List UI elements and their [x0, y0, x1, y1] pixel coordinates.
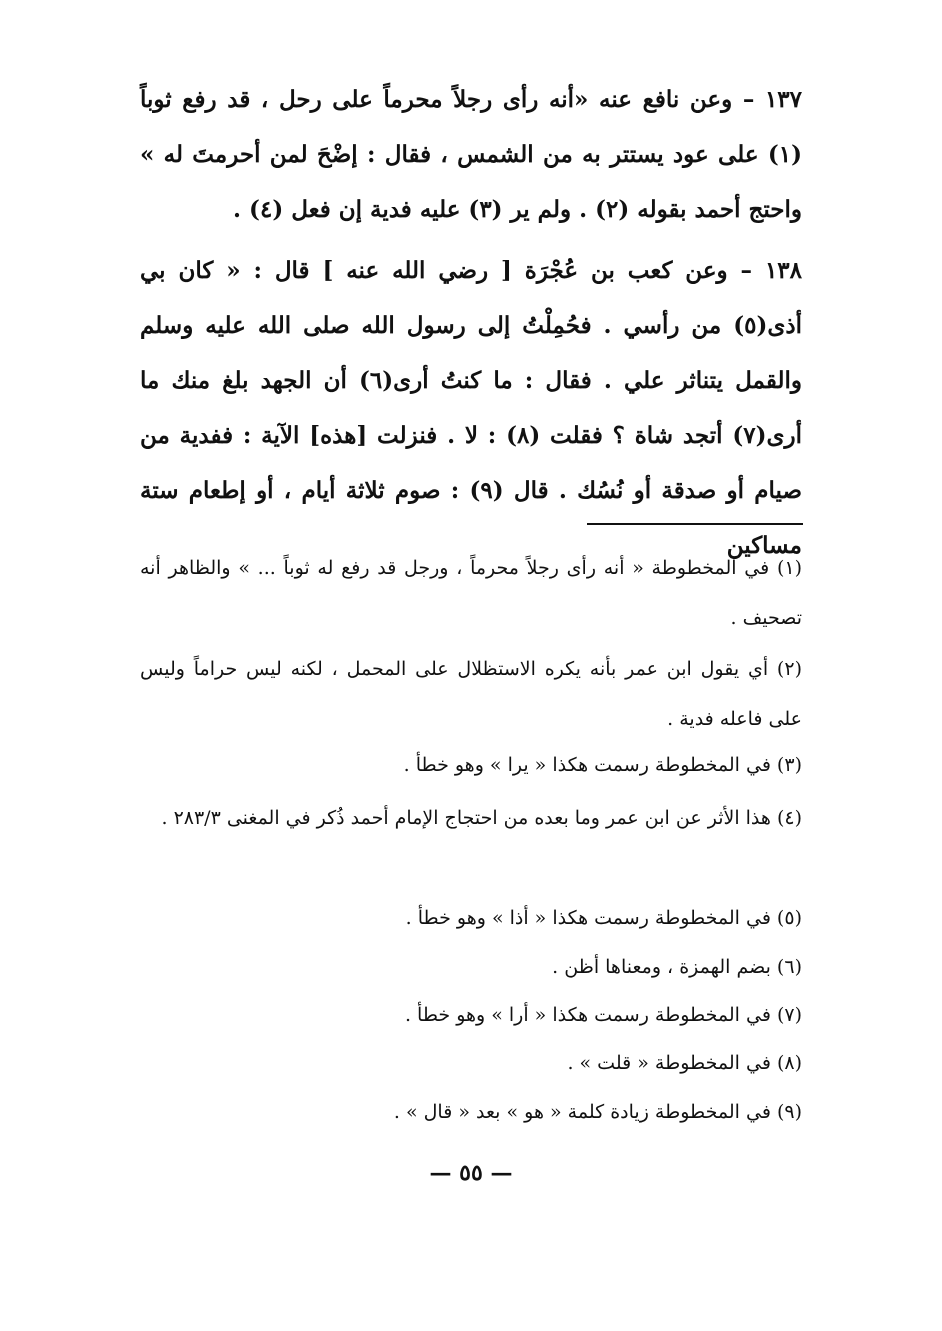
page-number: — ٥٥ —: [429, 1160, 513, 1186]
hadith-paragraph-138: ١٣٨ – وعن كعب بن عُجْرَة [ رضي الله عنه ] قال : « كان بي أذى(٥) من رأسي . فحُمِلْتُ إلى رسول الله صلى الله عليه وسلم والقمل يتناثر علي . فقال : ما كنتُ أرى(٦) أن الجهد بلغ منك ما أرى(٧) أتجد شاة ؟ فقلت (٨) : لا . فنزلت [هذه] الآية : ففدية من صيام أو صدقة أو نُسُك . قال (٩) : صوم ثلاثة أيام ، أو إطعام ستة مساكين: [140, 257, 802, 559]
footnote-8: (٨) في المخطوطة « قلت » .: [567, 1052, 802, 1074]
footnote-1: (١) في المخطوطة « أنه رأى رجلاً محرماً ، ورجل قد رفع له ثوباً ... » والظاهر أنه تصحيف .: [140, 557, 802, 629]
footnote-5: (٥) في المخطوطة رسمت هكذا « أذا » وهو خطأ .: [405, 907, 802, 929]
footnote-4: (٤) هذا الأثر عن ابن عمر وما بعده من احتجاج الإمام أحمد ذُكر في المغنى ٢٨٣/٣ .: [161, 807, 802, 829]
footnote-7: (٧) في المخطوطة رسمت هكذا « أرا » وهو خطأ .: [404, 1004, 802, 1026]
footnote-3: (٣) في المخطوطة رسمت هكذا « يرا » وهو خطأ .: [403, 754, 802, 776]
footnote-6: (٦) بضم الهمزة ، ومعناها أظن .: [552, 956, 802, 978]
hadith-paragraph-137: ١٣٧ – وعن نافع عنه «أنه رأى رجلاً محرماً على رحل ، قد رفع ثوباً (١) على عود يستتر به من الشمس ، فقال : إضْحَ لمن أحرمتَ له » واحتج أحمد بقوله (٢) . ولم ير (٣) عليه فدية إن فعل (٤) .: [140, 86, 802, 223]
footnote-separator: [587, 523, 803, 525]
footnote-9: (٩) في المخطوطة زيادة كلمة « هو » بعد « قال » .: [393, 1101, 802, 1123]
footnote-2: (٢) أي يقول ابن عمر بأنه يكره الاستظلال على المحمل ، لكنه ليس حراماً وليس على فاعله فدية .: [140, 658, 802, 730]
